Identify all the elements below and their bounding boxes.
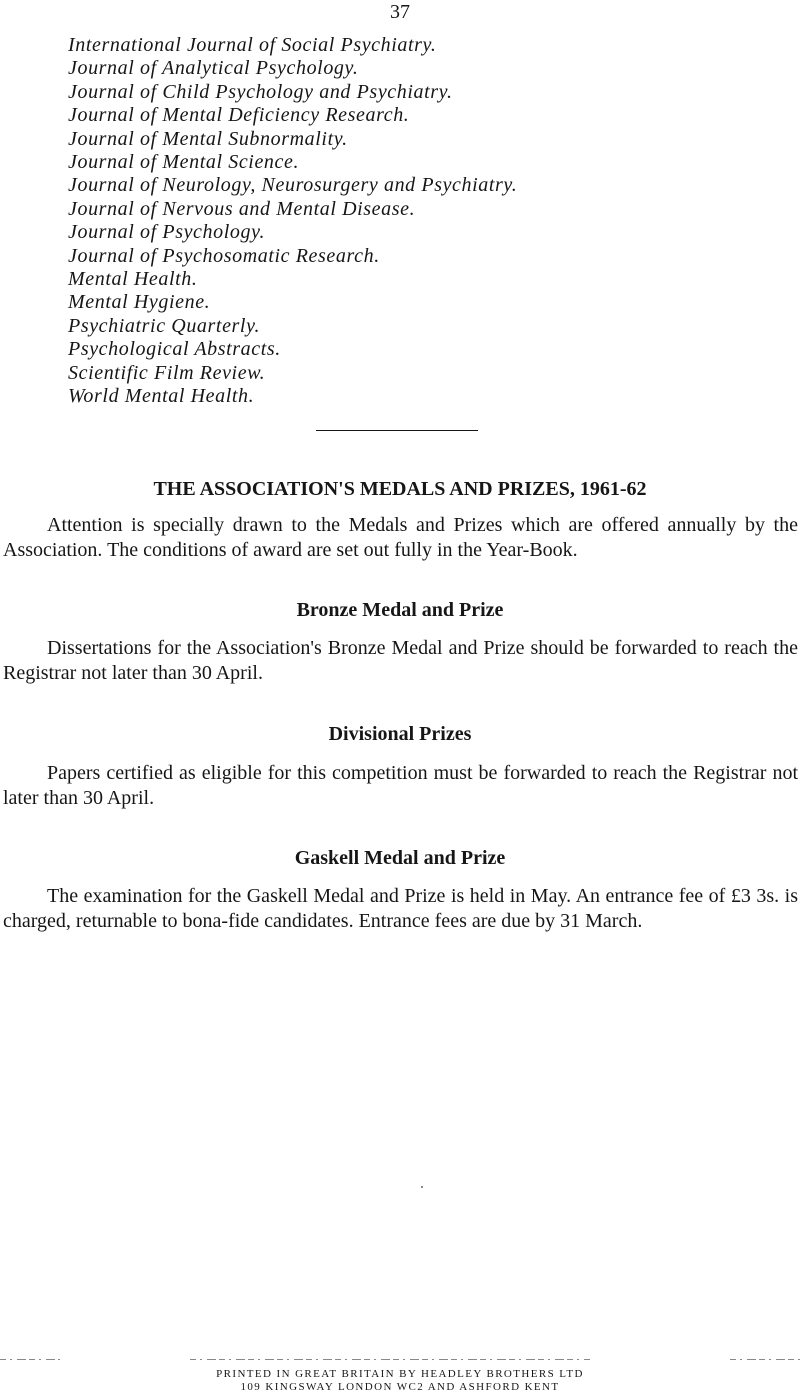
journal-item: Journal of Analytical Psychology. <box>68 57 359 80</box>
journal-item: Mental Health. <box>68 268 198 291</box>
divisional-prizes-heading: Divisional Prizes <box>328 723 472 745</box>
journal-item: Journal of Mental Subnormality. <box>68 127 348 150</box>
journal-item: Journal of Mental Deficiency Research. <box>68 104 410 127</box>
journal-item: World Mental Health. <box>68 385 255 408</box>
journal-item: International Journal of Social Psychiatry. <box>68 34 437 56</box>
gaskell-medal-paragraph: The examination for the Gaskell Medal and Prize is held in May. An entrance fee of £3 3s. is charged, returnable to bona-fide candidates. Entrance fees are due by 31 March. <box>3 885 798 932</box>
gaskell-medal-heading: Gaskell Medal and Prize <box>294 847 506 869</box>
imprint-line-1: PRINTED IN GREAT BRITAIN BY HEADLEY BROTHERS LTD <box>216 1368 584 1380</box>
section-heading: THE ASSOCIATION'S MEDALS AND PRIZES, 1961-62 <box>153 478 647 500</box>
journal-item: Journal of Psychology. <box>68 221 266 244</box>
journal-item: Mental Hygiene. <box>68 291 211 314</box>
page-number: 37 <box>390 1 410 23</box>
section-divider <box>316 430 478 431</box>
journal-item: Journal of Child Psychology and Psychiatry. <box>68 80 453 103</box>
bronze-medal-paragraph: Dissertations for the Association's Bronze Medal and Prize should be forwarded to reach the Registrar not later than 30 April. <box>3 637 798 684</box>
journal-item: Journal of Neurology, Neurosurgery and Psychiatry. <box>68 174 518 197</box>
divisional-prizes-paragraph: Papers certified as eligible for this competition must be forwarded to reach the Registrar not later than 30 April. <box>3 762 798 809</box>
journal-item: Psychological Abstracts. <box>68 338 281 361</box>
journal-list <box>68 34 517 409</box>
journal-item: Journal of Mental Science. <box>68 151 300 174</box>
journal-item: Journal of Psychosomatic Research. <box>68 244 380 267</box>
intro-paragraph: Attention is specially drawn to the Medals and Prizes which are offered annually by the Association. The conditions of award are set out fully in the Year-Book. <box>3 514 798 561</box>
stray-mark <box>421 1186 423 1188</box>
journal-item: Psychiatric Quarterly. <box>68 314 261 337</box>
bottom-scan-artifact <box>0 1358 800 1361</box>
journal-item: Scientific Film Review. <box>68 361 266 384</box>
imprint-line-2: 109 KINGSWAY LONDON WC2 AND ASHFORD KENT <box>240 1381 560 1393</box>
bronze-medal-heading: Bronze Medal and Prize <box>296 599 504 621</box>
journal-item: Journal of Nervous and Mental Disease. <box>68 197 416 220</box>
printer-imprint <box>0 1368 800 1394</box>
